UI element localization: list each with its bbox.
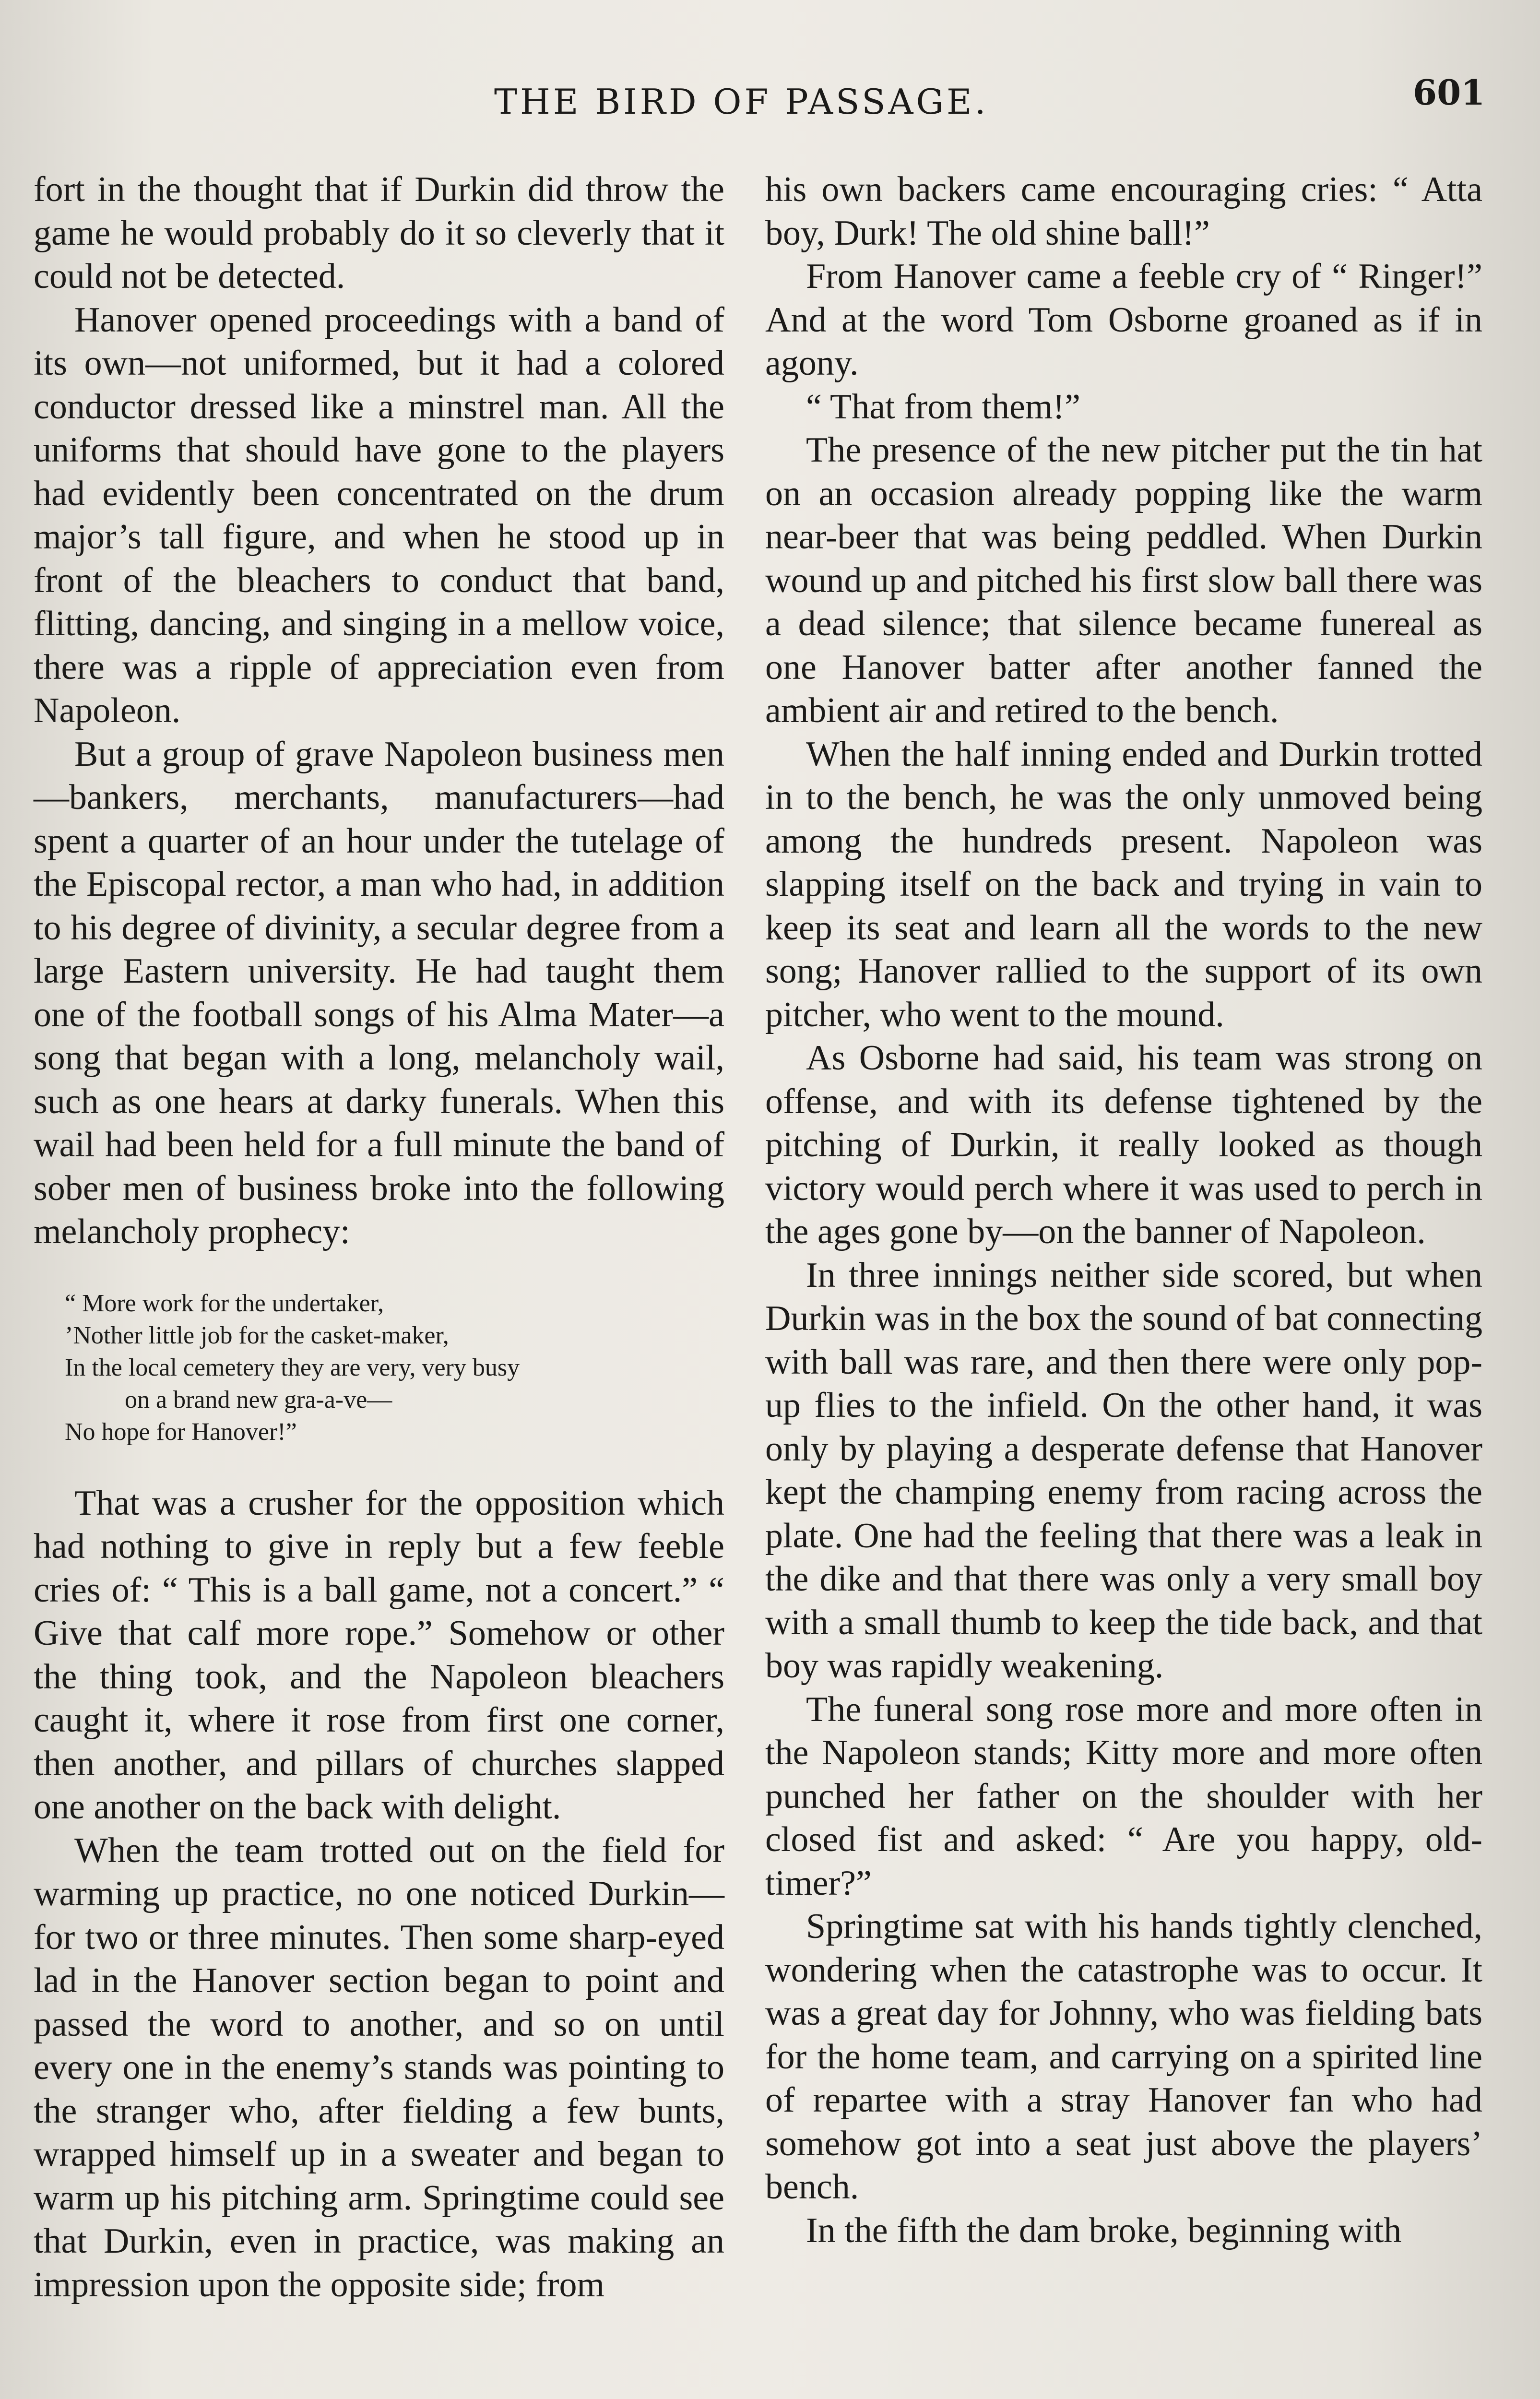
paragraph: Hanover opened proceedings with a band of its own—not uniformed, but it had a colored conductor dressed like a minstrel man. All the uniforms that should have gone to the players had evidently been concentrated on the drum major’s tall figure, and when he stood up in front of the bleachers to conduct that band, flitting, dancing, and singing in a mellow voice, there was a ripple of appreciation even from Napoleon. [34,300,724,730]
paragraph: As Osborne had said, his team was strong on offense, and with its defense tightened by the pitching of Durkin, it really looked as though victory would perch where it was used to perch in the ages gone by—on the banner of Napoleon. [765,1038,1482,1251]
paragraph: But a group of grave Napoleon business men—bankers, merchants, manufacturers—had spent a quarter of an hour under the tutelage of the Episcopal rector, a man who had, in addition to his degree of divinity, a secular degree from a large Eastern university. He had taught them one of the football songs of his Alma Mater—a song that began with a long, melancholy wail, such as one hears at darky funerals. When this wail had been held for a full minute the band of sober men of business broke into the following melancholy prophecy: [34,734,724,1251]
left-column [34,168,724,2306]
page-number: 601 [1413,72,1485,113]
paragraph: The funeral song rose more and more often in the Napoleon stands; Kitty more and more often punched her father on the shoulder with her closed fist and asked: “ Are you happy, old-timer?” [765,1689,1482,1903]
song-verse [65,1287,724,1448]
verse-line: No hope for Hanover!” [65,1418,297,1446]
paragraph: “ That from them!” [806,387,1080,427]
page-header [0,72,1540,139]
paragraph: When the team trotted out on the field for warming up practice, no one noticed Durkin—for two or three minutes. Then some sharp-eyed lad in the Hanover section began to point and passed the word to another, and so on until every one in the enemy’s stands was pointing to the stranger who, after fielding a few bunts, wrapped himself up in a sweater and began to warm up his pitching arm. Springtime could see that Durkin, even in practice, was making an impression upon the opposite side; from [34,1830,724,2304]
verse-line: ’Nother little job for the casket-maker, [65,1321,449,1349]
paragraph: From Hanover came a feeble cry of “ Ringer!” And at the word Tom Osborne groaned as if in agony. [765,257,1482,383]
verse-line: “ More work for the undertaker, [65,1289,384,1317]
verse-line: on a brand new gra-a-ve— [125,1386,392,1413]
paragraph: Springtime sat with his hands tightly clenched, wondering when the catastrophe was to occur. It was a great day for Johnny, who was fielding bats for the home team, and carrying on a spirited line of repartee with a stray Hanover fan who had somehow got into a seat just above the players’ bench. [765,1907,1482,2207]
running-title: THE BIRD OF PASSAGE. [494,82,989,122]
paragraph: fort in the thought that if Durkin did throw the game he would probably do it so cleverly that it could not be detected. [34,170,724,296]
paragraph: That was a crusher for the opposition which had nothing to give in reply but a few feeble cries of: “ This is a ball game, not a concert.” “ Give that calf more rope.” Somehow or other the thing took, and the Napoleon bleachers caught it, where it rose from first one corner, then another, and pillars of churches slapped one another on the back with delight. [34,1483,724,1827]
paragraph: In three innings neither side scored, but when Durkin was in the box the sound of bat connecting with ball was rare, and then there were only pop-up flies to the infield. On the other hand, it was only by playing a desperate defense that Hanover kept the champing enemy from racing across the plate. One had the feeling that there was a leak in the dike and that there was only a very small boy with a small thumb to keep the tide back, and that boy was rapidly weakening. [765,1255,1482,1686]
paragraph: In the fifth the dam broke, beginning with [806,2210,1402,2250]
verse-line: In the local cemetery they are very, very busy [65,1354,520,1381]
paragraph: When the half inning ended and Durkin trotted in to the bench, he was the only unmoved being among the hundreds present. Napoleon was slapping itself on the back and trying in vain to keep its seat and learn all the words to the new song; Hanover rallied to the support of its own pitcher, who went to the mound. [765,734,1482,1034]
paragraph: The presence of the new pitcher put the tin hat on an occasion already popping like the warm near-beer that was being peddled. When Durkin wound up and pitched his first slow ball there was a dead silence; that silence became funereal as one Hanover batter after another fanned the ambient air and retired to the bench. [765,430,1482,730]
paragraph: his own backers came encouraging cries: “ Atta boy, Durk! The old shine ball!” [765,170,1482,253]
right-column [765,168,1482,2252]
